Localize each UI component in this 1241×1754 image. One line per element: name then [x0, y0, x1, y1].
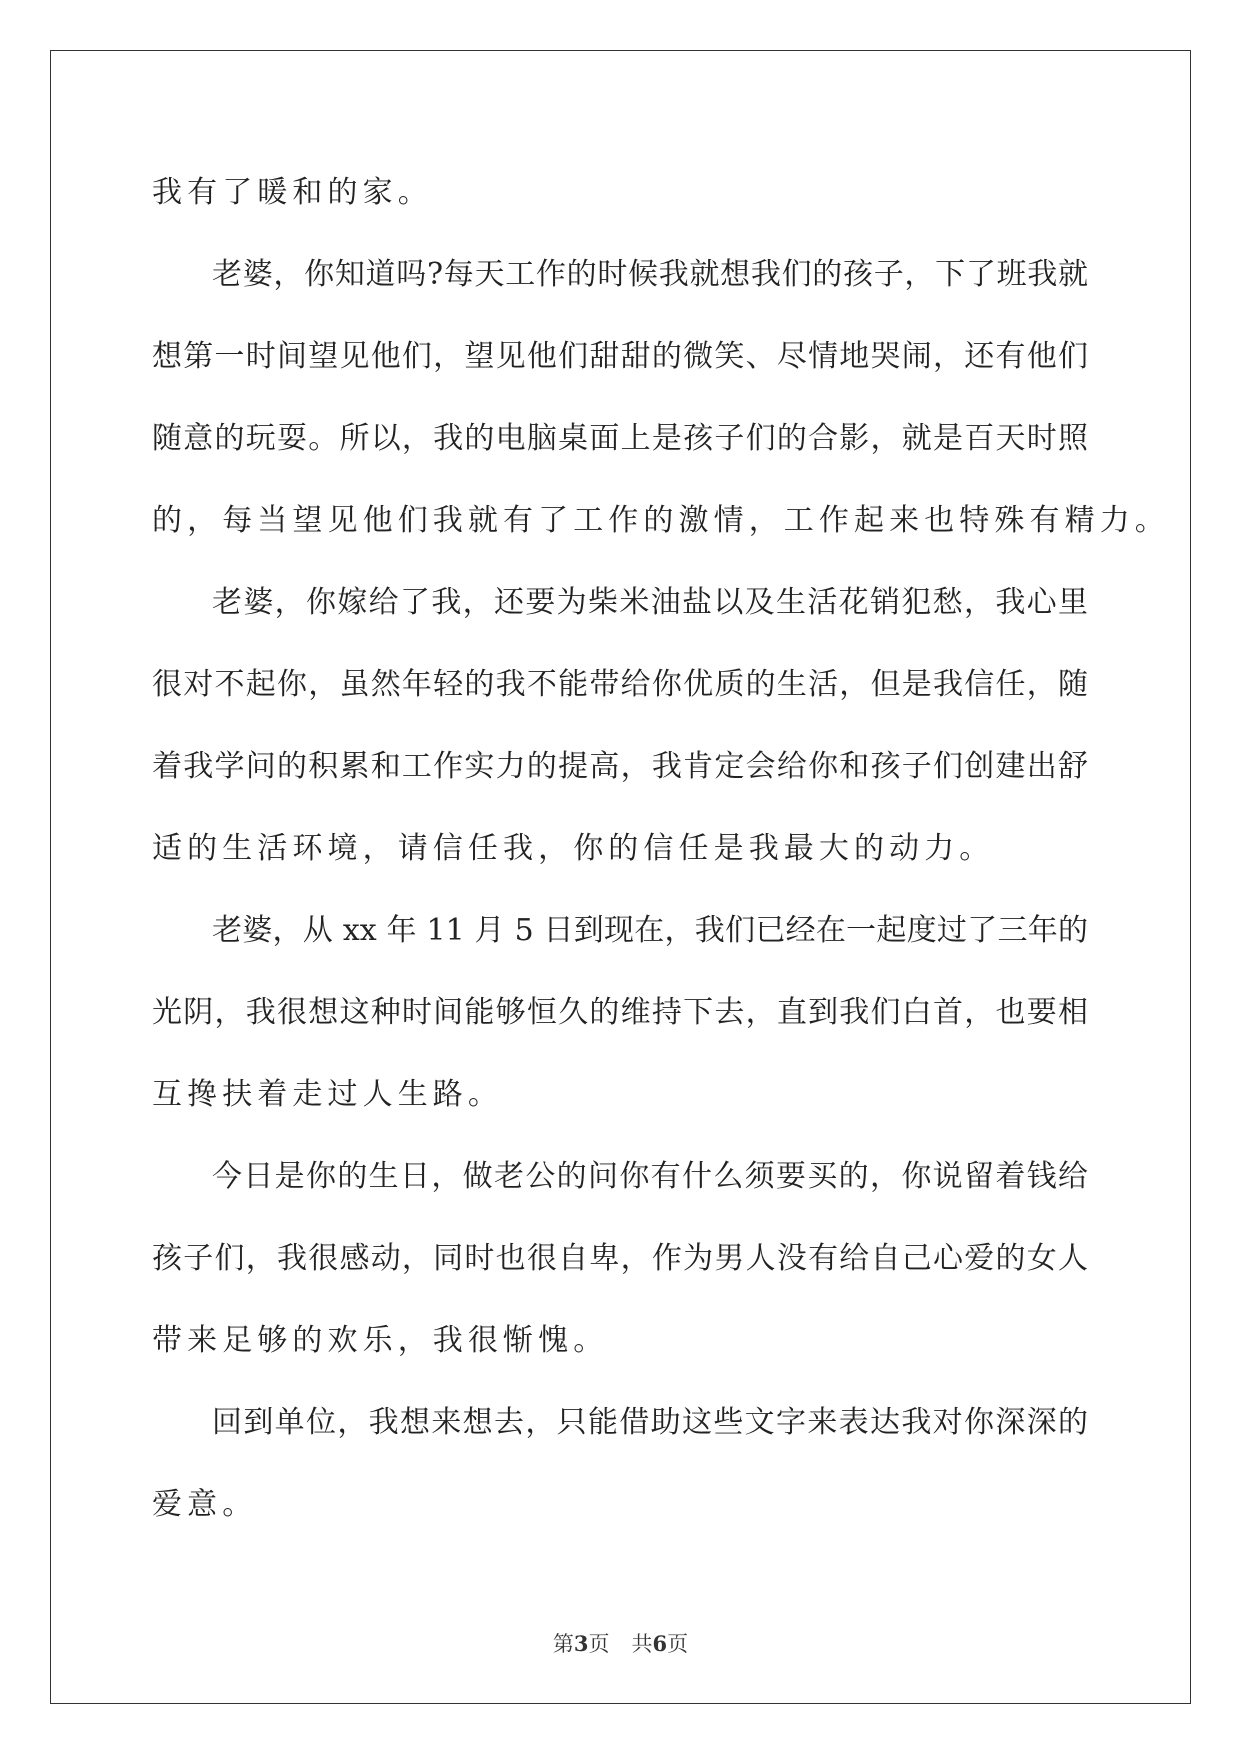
- text-line: 光阴，我很想这种时间能够恒久的维持下去，直到我们白首，也要相: [152, 995, 1088, 1030]
- text-line: 今日是你的生日，做老公的问你有什么须要买的，你说留着钱给: [212, 1159, 1088, 1194]
- document-body: [152, 152, 1170, 1546]
- page-suffix: 页: [588, 1632, 610, 1656]
- total-page-number: 6: [652, 1631, 668, 1656]
- text-line: 带来足够的欢乐，我很惭愧。: [152, 1323, 609, 1358]
- text-line: 爱意。: [152, 1487, 258, 1522]
- text-line: 回到单位，我想来想去，只能借助这些文字来表达我对你深深的: [212, 1405, 1088, 1440]
- text-line: 互搀扶着走过人生路。: [152, 1077, 503, 1112]
- text-line: 老婆，你知道吗?每天工作的时候我就想我们的孩子，下了班我就: [212, 257, 1088, 292]
- text-line: 想第一时间望见他们，望见他们甜甜的微笑、尽情地哭闹，还有他们: [152, 339, 1088, 374]
- total-suffix: 页: [667, 1632, 689, 1656]
- total-prefix: 共: [631, 1632, 653, 1656]
- text-line: 老婆，从 xx 年 11 月 5 日到现在，我们已经在一起度过了三年的: [212, 913, 1088, 948]
- text-line: 孩子们，我很感动，同时也很自卑，作为男人没有给自己心爱的女人: [152, 1241, 1088, 1276]
- page-footer: [0, 1628, 1241, 1658]
- text-line: 老婆，你嫁给了我，还要为柴米油盐以及生活花销犯愁，我心里: [212, 585, 1088, 620]
- text-line: 随意的玩耍。所以，我的电脑桌面上是孩子们的合影，就是百天时照: [152, 421, 1088, 456]
- text-line: 的，每当望见他们我就有了工作的激情，工作起来也特殊有精力。: [152, 503, 1170, 538]
- current-page-number: 3: [573, 1631, 589, 1656]
- text-line: 很对不起你，虽然年轻的我不能带给你优质的生活，但是我信任，随: [152, 667, 1088, 702]
- text-line: 我有了暖和的家。: [152, 175, 433, 210]
- text-line: 着我学问的积累和工作实力的提高，我肯定会给你和孩子们创建出舒: [152, 749, 1088, 784]
- page-prefix: 第: [552, 1632, 574, 1656]
- text-line: 适的生活环境，请信任我，你的信任是我最大的动力。: [152, 831, 995, 866]
